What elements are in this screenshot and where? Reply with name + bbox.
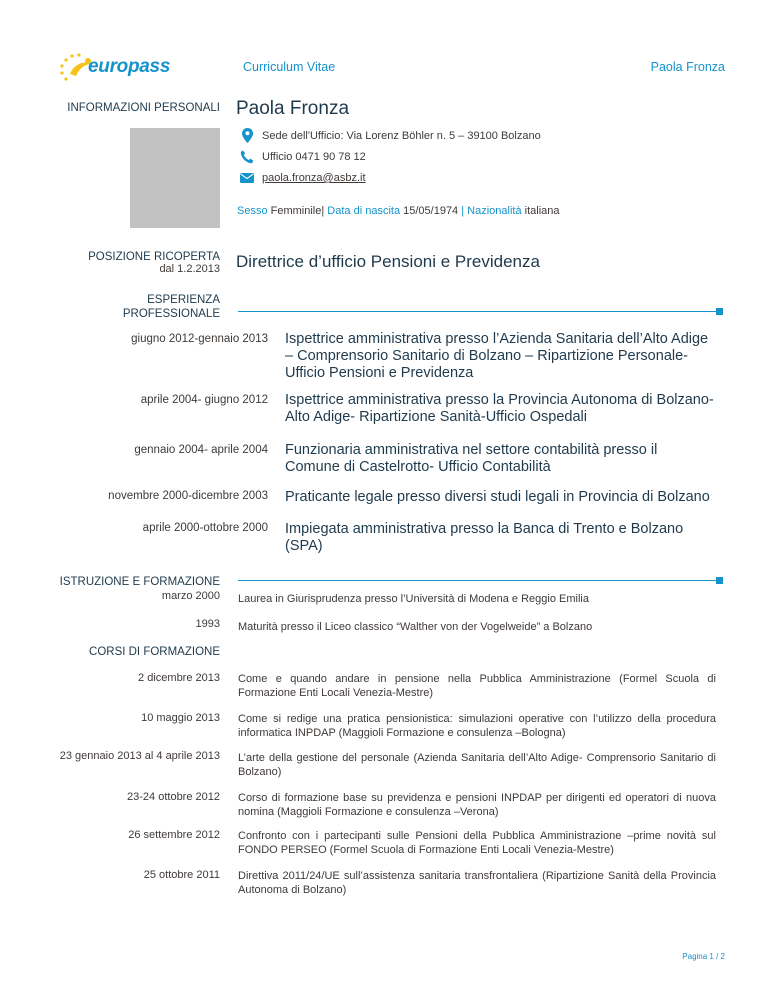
course-description: Come e quando andare in pensione nella Pubblica Amministrazione (Formel Scuola di Formazione Enti Locali Venezia-Mestre) bbox=[238, 673, 716, 699]
course-date: 23 gennaio 2013 al 4 aprile 2013 bbox=[59, 750, 220, 762]
page-number: Pagina 1 / 2 bbox=[682, 952, 725, 961]
experience-description: Praticante legale presso diversi studi legali in Provincia di Bolzano bbox=[285, 489, 710, 505]
section-position: POSIZIONE RICOPERTA bbox=[88, 251, 220, 263]
education-description: Laurea in Giurisprudenza presso l’Università di Modena e Reggio Emilia bbox=[238, 593, 589, 605]
phone-text: Ufficio 0471 90 78 12 bbox=[262, 151, 366, 163]
course-description: Come si redige una pratica pensionistica: simulazioni operative con l’utilizzo della procedura informatica INPDAP (Maggioli Formazione e consulenza –Bologna) bbox=[238, 713, 716, 739]
course-date: 23-24 ottobre 2012 bbox=[127, 791, 220, 803]
header-name: Paola Fronza bbox=[650, 60, 725, 74]
phone-icon bbox=[238, 150, 256, 164]
experience-description: Ispettrice amministrativa presso l’Azienda Sanitaria dell’Alto Adige – Comprensorio Sanitario di Bolzano – Ripartizione Personale-Ufficio Pensioni e Previdenza bbox=[285, 331, 709, 381]
section-courses: CORSI DI FORMAZIONE bbox=[89, 646, 220, 658]
logo-word-pass: pass bbox=[127, 56, 171, 77]
email-link[interactable]: paola.fronza@asbz.it bbox=[262, 172, 366, 184]
experience-date: gennaio 2004- aprile 2004 bbox=[134, 444, 268, 456]
education-date: marzo 2000 bbox=[161, 590, 220, 602]
personal-details: Sesso Femminile| Data di nascita 15/05/1974 | Nazionalità italiana bbox=[237, 205, 560, 217]
section-personal-info: INFORMAZIONI PERSONALI bbox=[67, 102, 220, 114]
person-name: Paola Fronza bbox=[236, 98, 350, 119]
address-text: Sede dell'Ufficio: Via Lorenz Böhler n. 5 – 39100 Bolzano bbox=[262, 129, 541, 142]
contact-phone bbox=[238, 150, 366, 164]
section-experience-line2: PROFESSIONALE bbox=[122, 308, 220, 320]
nationality-value: italiana bbox=[524, 205, 560, 217]
section-divider bbox=[238, 580, 716, 581]
course-description: Direttiva 2011/24/UE sull’assistenza sanitaria transfrontaliera (Ripartizione Sanità della Provincia Autonoma di Bolzano) bbox=[238, 870, 716, 896]
experience-date: giugno 2012-gennaio 2013 bbox=[131, 333, 268, 345]
dob-label: Data di nascita bbox=[327, 205, 401, 217]
education-date: 1993 bbox=[195, 618, 220, 630]
section-divider-marker bbox=[716, 577, 723, 584]
europass-wordmark bbox=[88, 56, 170, 78]
section-experience-line1: ESPERIENZA bbox=[147, 294, 220, 306]
experience-date: aprile 2000-ottobre 2000 bbox=[142, 522, 268, 534]
experience-description: Funzionaria amministrativa nel settore contabilità presso il Comune di Castelrotto- Ufficio Contabilità bbox=[285, 442, 658, 475]
contact-address bbox=[238, 128, 541, 143]
course-date: 10 maggio 2013 bbox=[141, 712, 220, 724]
photo-placeholder bbox=[130, 128, 220, 228]
experience-description: Ispettrice amministrativa presso la Provincia Autonoma di Bolzano-Alto Adige- Ripartizione Sanità-Ufficio Ospedali bbox=[285, 392, 714, 425]
course-description: L’arte della gestione del personale (Azienda Sanitaria dell’Alto Adige- Comprensorio Sanitario di Bolzano) bbox=[238, 752, 716, 778]
education-description: Maturità presso il Liceo classico “Walther von der Vogelweide” a Bolzano bbox=[238, 621, 593, 633]
section-education: ISTRUZIONE E FORMAZIONE bbox=[59, 576, 220, 588]
position-title: Direttrice d’ufficio Pensioni e Previdenza bbox=[236, 252, 540, 271]
course-date: 2 dicembre 2013 bbox=[138, 672, 220, 684]
sex-value: Femminile bbox=[270, 205, 322, 217]
course-date: 25 ottobre 2011 bbox=[143, 869, 220, 881]
experience-date: novembre 2000-dicembre 2003 bbox=[108, 490, 268, 502]
location-pin-icon bbox=[238, 128, 256, 143]
document-type: Curriculum Vitae bbox=[243, 60, 336, 74]
section-divider-marker bbox=[716, 308, 723, 315]
experience-date: aprile 2004- giugno 2012 bbox=[140, 394, 268, 406]
course-description: Confronto con i partecipanti sulle Pensioni della Pubblica Amministrazione –prime novità sul FONDO PERSEO (Formel Scuola di Formazione Enti Locali Venezia-Mestre) bbox=[238, 830, 716, 856]
logo-word-euro: euro bbox=[88, 56, 128, 77]
contact-email bbox=[238, 172, 366, 184]
course-date: 26 settembre 2012 bbox=[128, 829, 220, 841]
experience-description: Impiegata amministrativa presso la Banca di Trento e Bolzano (SPA) bbox=[285, 521, 684, 554]
email-icon bbox=[238, 173, 256, 183]
position-since: dal 1.2.2013 bbox=[159, 263, 220, 275]
nationality-label: Nazionalità bbox=[467, 205, 522, 217]
sex-label: Sesso bbox=[237, 205, 268, 217]
dob-value: 15/05/1974 bbox=[403, 205, 459, 217]
section-divider bbox=[238, 311, 716, 312]
course-description: Corso di formazione base su previdenza e pensioni INPDAP per dirigenti ed operatori di nuova nomina (Maggioli Formazione e consulenza –Verona) bbox=[238, 792, 716, 818]
